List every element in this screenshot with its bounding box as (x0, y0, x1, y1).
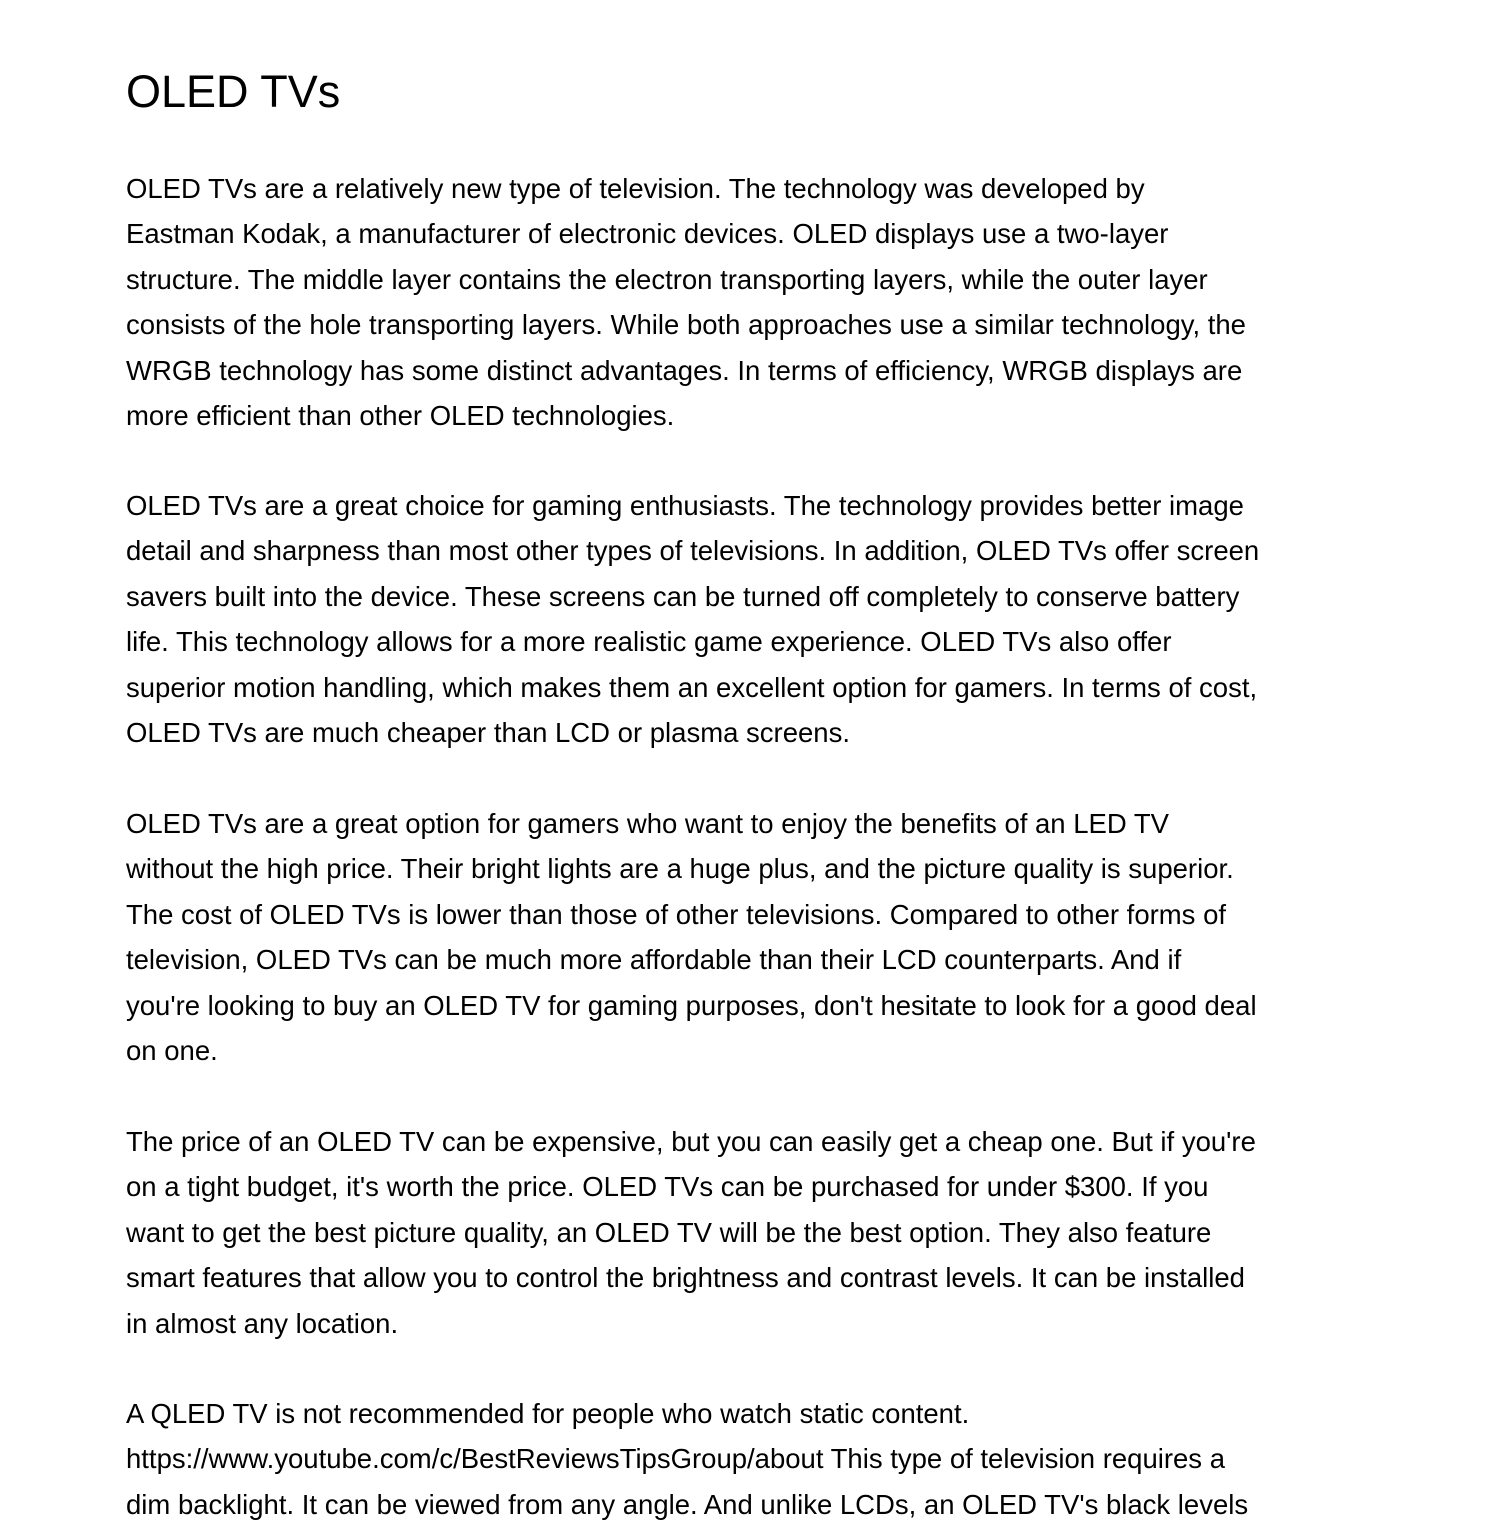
paragraph-1 (126, 166, 1246, 438)
paragraph-4 (126, 1119, 1256, 1346)
text-line: A QLED TV is not recommended for people who watch static content. (126, 1398, 970, 1429)
text-line: OLED TVs are a relatively new type of television. The technology was developed by (126, 173, 1145, 204)
paragraph-5 (126, 1391, 1248, 1527)
text-line: you're looking to buy an OLED TV for gaming purposes, don't hesitate to look for a good deal (126, 989, 1257, 1021)
text-line: detail and sharpness than most other types of televisions. In addition, OLED TVs offer screen (126, 535, 1260, 567)
text-line: dim backlight. It can be viewed from any angle. And unlike LCDs, an OLED TV's black levels (126, 1488, 1249, 1520)
text-line: The price of an OLED TV can be expensive, but you can easily get a cheap one. But if you're (126, 1126, 1256, 1157)
text-line: want to get the best picture quality, an OLED TV will be the best option. They also feature (126, 1216, 1212, 1248)
url-text-line: https://www.youtube.com/c/BestReviewsTipsGroup/about This type of television requires a (126, 1443, 1225, 1475)
text-line: Eastman Kodak, a manufacturer of electronic devices. OLED displays use a two-layer (126, 218, 1169, 250)
text-line: life. This technology allows for a more realistic game experience. OLED TVs also offer (126, 626, 1172, 658)
text-line: OLED TVs are much cheaper than LCD or plasma screens. (126, 716, 850, 748)
text-line: smart features that allow you to control the brightness and contrast levels. It can be installed (126, 1262, 1245, 1294)
paragraph-3 (126, 801, 1257, 1073)
paragraph-2 (126, 483, 1259, 755)
text-line: OLED TVs are a great choice for gaming enthusiasts. The technology provides better image (126, 490, 1244, 521)
text-line: The cost of OLED TVs is lower than those of other televisions. Compared to other forms of (126, 898, 1226, 930)
text-line: without the high price. Their bright lights are a huge plus, and the picture quality is superior. (126, 853, 1234, 885)
text-line: on one. (126, 1034, 218, 1066)
text-line: superior motion handling, which makes them an excellent option for gamers. In terms of cost, (126, 671, 1258, 703)
document-title: OLED TVs (126, 66, 341, 117)
text-line: television, OLED TVs can be much more affordable than their LCD counterparts. And if (126, 944, 1182, 976)
text-line: OLED TVs are a great option for gamers who want to enjoy the benefits of an LED TV (126, 808, 1170, 839)
text-line: savers built into the device. These screens can be turned off completely to conserve battery (126, 580, 1240, 612)
text-line: more efficient than other OLED technologies. (126, 399, 675, 431)
text-line: consists of the hole transporting layers. While both approaches use a similar technology, the (126, 309, 1246, 341)
text-line: WRGB technology has some distinct advantages. In terms of efficiency, WRGB displays are (126, 354, 1243, 386)
text-line: structure. The middle layer contains the electron transporting layers, while the outer layer (126, 263, 1208, 295)
text-line: in almost any location. (126, 1307, 399, 1339)
text-line: on a tight budget, it's worth the price. OLED TVs can be purchased for under $300. If you (126, 1171, 1209, 1203)
